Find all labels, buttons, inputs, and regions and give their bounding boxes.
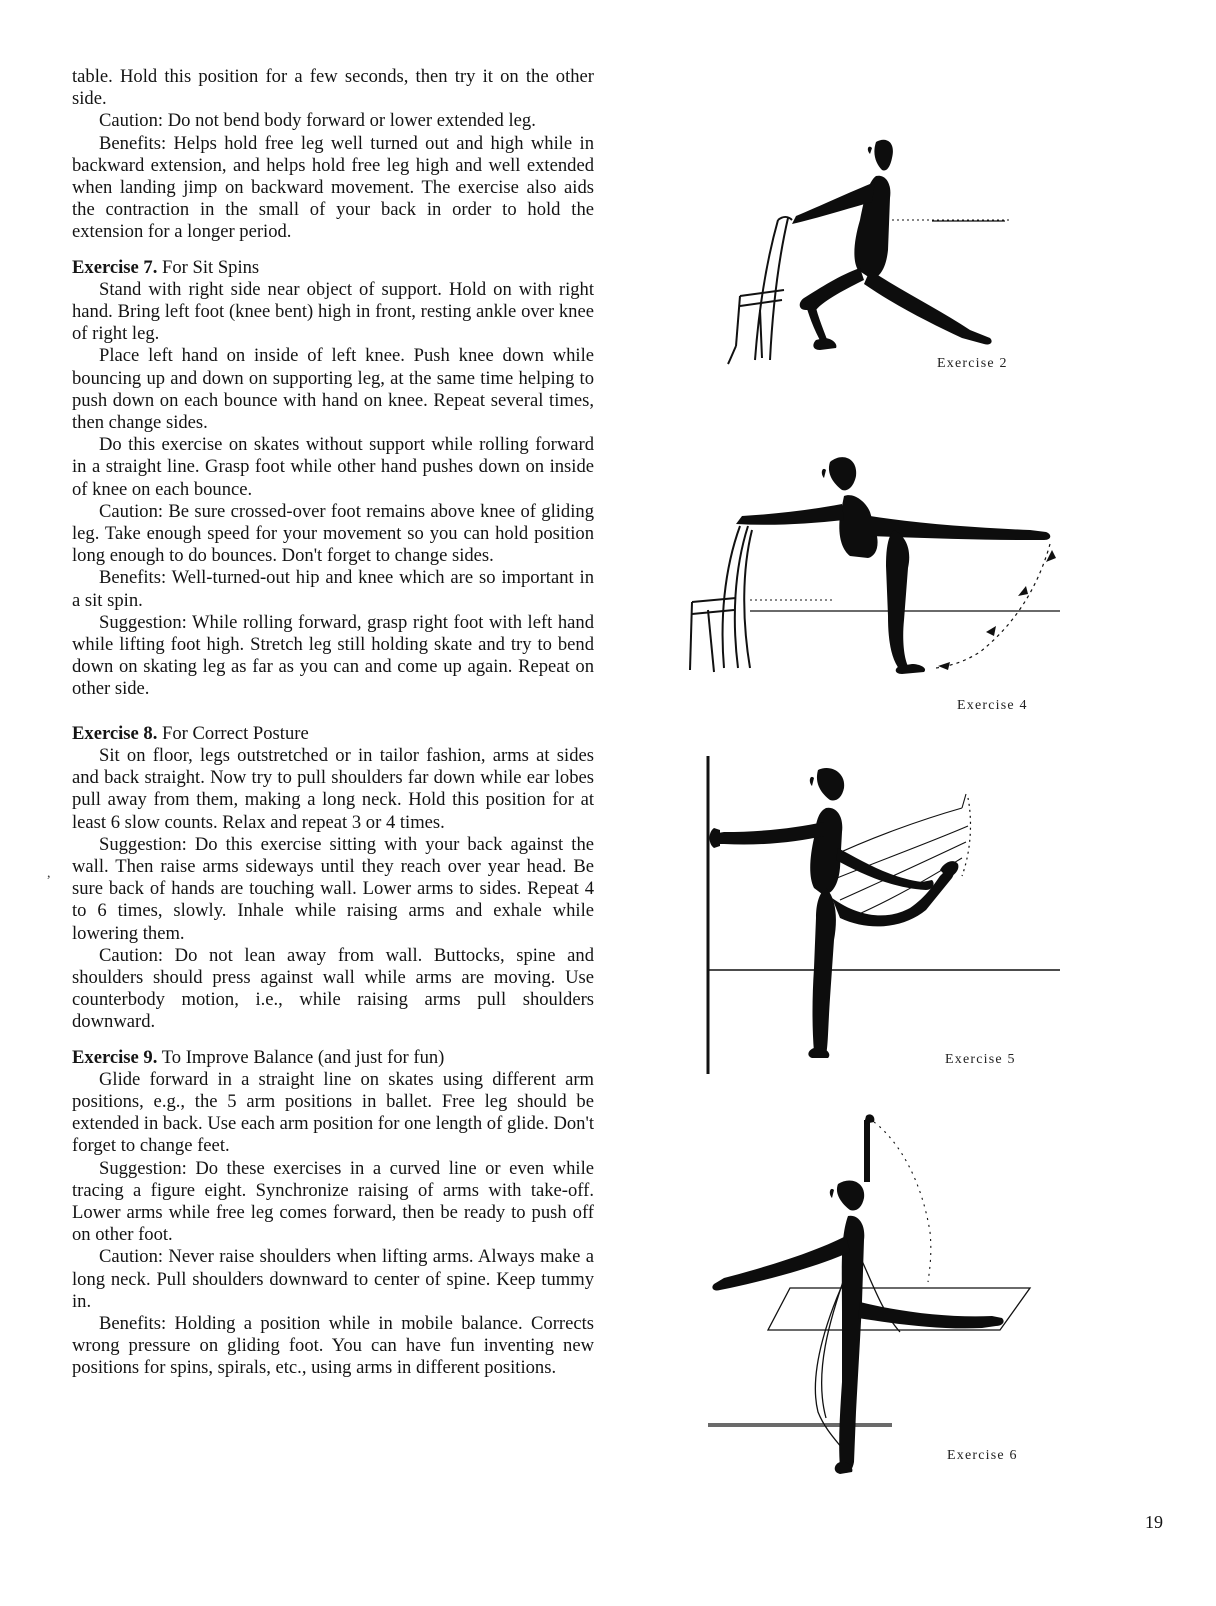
exercise-8-number: Exercise 8. [72,722,158,744]
exercise-9-title: To Improve Balance (and just for fun) [161,1046,445,1068]
exercise-8-suggestion: Suggestion: Do this exercise sitting with your back against the wall. Then raise arms sideways until they reach over year head. Be sure back of hands are touching wall. Lower arms to sides. Repeat 4 to 6 times, slowly. Inhale while raising arms and exhale while lowering them. [72,833,594,944]
exercise-4-illustration [680,440,1080,690]
exercise-8-section [72,723,594,1034]
exercise-7-paragraph: Stand with right side near object of support. Hold on with right hand. Bring left foot (knee bent) high in front, resting ankle over knee of right leg. [72,278,594,345]
exercise-9-section [72,1047,594,1380]
exercise-7-caution: Caution: Be sure crossed-over foot remains above knee of gliding leg. Take enough speed for your movement so you can hold position long enough to do bounces. Don't forget to change sides. [72,500,594,567]
exercise-8-caution: Caution: Do not lean away from wall. Buttocks, spine and shoulders should press against wall while arms are moving. Use counterbody motion, i.e., while raising arms pull shoulders downward. [72,944,594,1033]
exercise-9-benefits: Benefits: Holding a position while in mobile balance. Corrects wrong pressure on gliding foot. You can have fun inventing new positions for spins, spirals, etc., using arms in different positions. [72,1312,594,1379]
exercise-8-title: For Correct Posture [162,722,309,744]
exercise-7-heading [72,257,594,279]
exercise-9-suggestion: Suggestion: Do these exercises in a curved line or even while tracing a figure eight. Synchronize raising of arms with take-off. Lower arms while free leg comes forward, then be ready to push off on other foot. [72,1157,594,1246]
exercise-7-benefits: Benefits: Well-turned-out hip and knee which are so important in a sit spin. [72,567,594,611]
exercise-7-number: Exercise 7. [72,256,158,278]
exercise-6-illustration [700,1112,1050,1492]
exercise-7-section [72,257,594,701]
exercise-2-caption: Exercise 2 [937,356,1008,371]
intro-benefits: Benefits: Helps hold free leg well turned out and high while in backward extension, and helps hold free leg high and well extended when landing jimp on backward movement. The exercise also aids the contraction in the small of your back in order to hold the extension for a longer period. [72,132,594,243]
exercise-8-paragraph: Sit on floor, legs outstretched or in tailor fashion, arms at sides and back straight. Now try to pull shoulders far down while ear lobes pull away from them, making a long neck. Hold this position for at least 6 slow counts. Relax and repeat 3 or 4 times. [72,744,594,833]
exercise-5-illustration [700,748,1070,1078]
page-number: 19 [1145,1512,1163,1532]
exercise-8-heading [72,723,594,745]
margin-speck: , [47,866,51,881]
intro-caution: Caution: Do not bend body forward or lower extended leg. [99,110,536,132]
exercise-6-caption: Exercise 6 [947,1448,1018,1463]
exercise-9-heading [72,1047,594,1069]
exercise-7-paragraph: Place left hand on inside of left knee. Push knee down while bouncing up and down on supporting leg, at the same time helping to push down on each bounce with hand on knee. Repeat several times, then change sides. [72,345,594,434]
exercise-7-suggestion: Suggestion: While rolling forward, grasp right foot with left hand while lifting foot high. Stretch leg still holding skate and try to bend down on skating leg as far as you can and come up again. Repeat on other side. [72,611,594,700]
exercise-9-number: Exercise 9. [72,1046,158,1068]
exercise-5-caption: Exercise 5 [945,1052,1016,1067]
text-column [72,66,594,1380]
exercise-7-paragraph: Do this exercise on skates without support while rolling forward in a straight line. Grasp foot while other hand pushes down on inside of knee on each bounce. [72,434,594,500]
exercise-4-caption: Exercise 4 [957,698,1028,713]
exercise-2-illustration [700,120,1030,380]
exercise-9-paragraph: Glide forward in a straight line on skates using different arm positions, e.g., the 5 arm positions in ballet. Free leg should be extended in back. Use each arm position for one length of glide. Don't forget to change feet. [72,1068,594,1157]
exercise-7-title: For Sit Spins [162,256,260,278]
exercise-9-caution: Caution: Never raise shoulders when lifting arms. Always make a long neck. Pull shoulders downward to center of spine. Keep tummy in. [72,1246,594,1312]
intro-paragraph: table. Hold this position for a few seconds, then try it on the other side. [72,66,594,110]
